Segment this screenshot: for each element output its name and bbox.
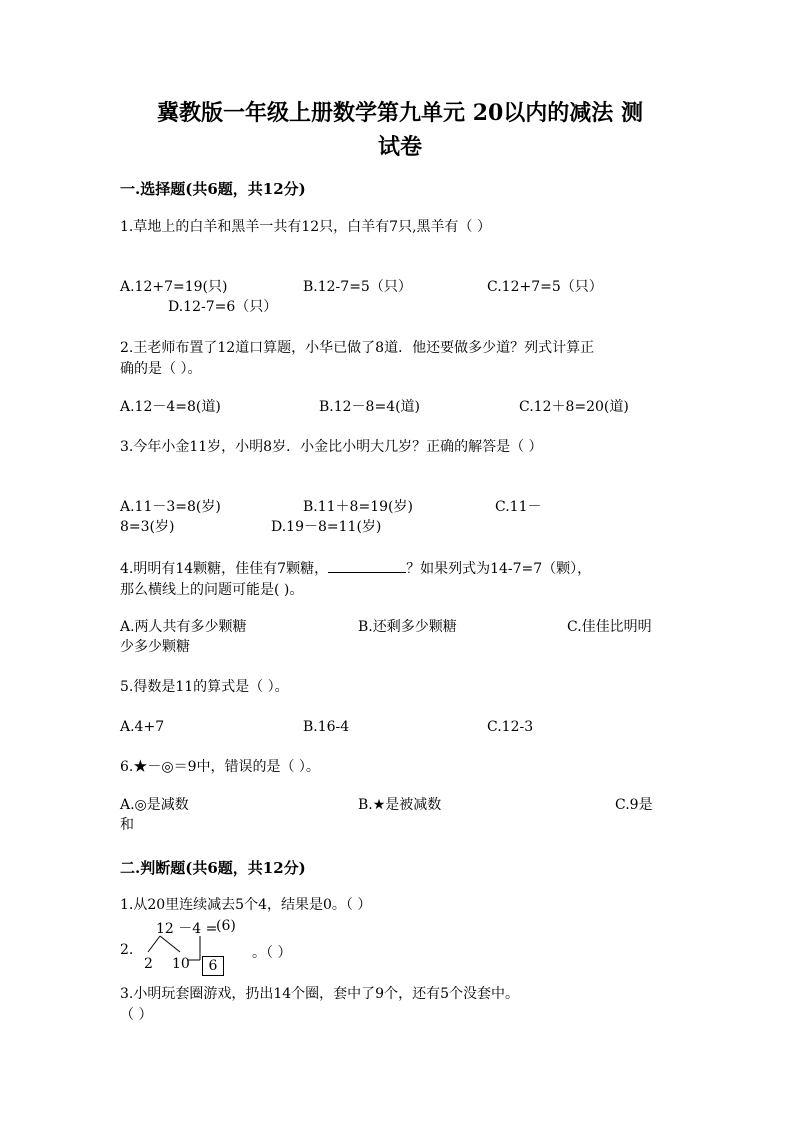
question-6 (120, 757, 675, 778)
option-c[interactable]: C.12-3 (487, 719, 534, 735)
option-b[interactable]: B.12－8=4(道) (319, 399, 421, 415)
question-text: 3.今年小金11岁，小明8岁．小金比小明大几岁？正确的解答是（ ） (120, 439, 543, 455)
title-line-1: 冀教版一年级上册数学第九单元 20以内的减法 测 (157, 100, 643, 126)
question-text: 。（ ） (252, 945, 292, 961)
question-text: （ ） (120, 1007, 153, 1023)
question-5 (120, 677, 675, 698)
question-2 (120, 338, 675, 380)
option-a[interactable]: A.◎是减数 (120, 797, 189, 813)
section-heading-judgement: 二.判断题(共6题，共12分) (120, 859, 306, 877)
question-text: 1.从20里连续减去5个4，结果是0。（ ） (120, 897, 372, 913)
question-text: 5.得数是11的算式是（ ）。 (120, 679, 289, 695)
option-b[interactable]: B.12-7=5（只） (303, 279, 412, 295)
question-text: ？如果列式为14-7=7（颗）， (406, 561, 592, 577)
section-heading-choice: 一.选择题(共6题，共12分) (120, 180, 306, 198)
question-text: 3.小明玩套圈游戏，扔出14个圈，套中了9个，还有5个没套中。 (120, 986, 519, 1002)
judgement-2 (120, 916, 480, 978)
diagram-right-part: 10 (172, 956, 190, 972)
option-c[interactable]: C.佳佳比明明 (567, 619, 652, 635)
option-c-continued: 和 (120, 817, 134, 833)
judgement-3 (120, 984, 675, 1026)
question-text: 2.王老师布置了12道口算题，小华已做了8道．他还要做多少道？列式计算正 (120, 340, 595, 356)
option-a[interactable]: A.11－3=8(岁) (120, 499, 221, 515)
question-3 (120, 437, 675, 458)
option-c[interactable]: C.12＋8=20(道) (519, 399, 629, 415)
option-a[interactable]: A.4+7 (120, 719, 165, 735)
question-text: 6.★－◎＝9中，错误的是（ ）。 (120, 759, 320, 775)
option-b[interactable]: B.11＋8=19(岁) (303, 499, 413, 515)
diagram-left-part: 2 (144, 956, 153, 972)
option-c-continued: 少多少颗糖 (120, 639, 190, 655)
option-a[interactable]: A.12－4=8(道) (120, 399, 221, 415)
option-c-continued: 8=3(岁) (120, 519, 175, 535)
option-a[interactable]: A.12+7=19(只) (120, 279, 228, 295)
option-c[interactable]: C.11－ (495, 499, 542, 515)
question-text: 确的是（ ）。 (120, 361, 202, 377)
option-d[interactable]: D.12-7=6（只） (168, 299, 278, 315)
question-text: 那么横线上的问题可能是( )。 (120, 582, 304, 598)
question-text: 4.明明有14颗糖，佳佳有7颗糖， (120, 561, 329, 577)
option-d[interactable]: D.19－8=11(岁) (271, 519, 382, 535)
option-b[interactable]: B.★是被减数 (358, 797, 442, 813)
diagram-circled-answer: (6) (216, 918, 236, 934)
question-1 (120, 217, 675, 238)
judgement-1 (120, 895, 675, 916)
option-c[interactable]: C.9是 (615, 797, 653, 813)
page-title (120, 96, 680, 164)
option-b[interactable]: B.16-4 (303, 719, 350, 735)
title-line-2: 试卷 (377, 134, 422, 160)
option-b[interactable]: B.还剩多少颗糖 (358, 619, 457, 635)
answer-blank[interactable] (328, 558, 406, 573)
option-c[interactable]: C.12+7=5（只） (487, 279, 603, 295)
option-a[interactable]: A.两人共有多少颗糖 (120, 619, 247, 635)
question-4 (120, 558, 675, 601)
question-number: 2. (120, 942, 134, 958)
diagram-boxed-result: 6 (202, 956, 224, 976)
diagram-top-equation: 12 －4 = (156, 921, 218, 937)
question-text: 1.草地上的白羊和黑羊一共有12只，白羊有7只,黑羊有（ ） (120, 219, 491, 235)
